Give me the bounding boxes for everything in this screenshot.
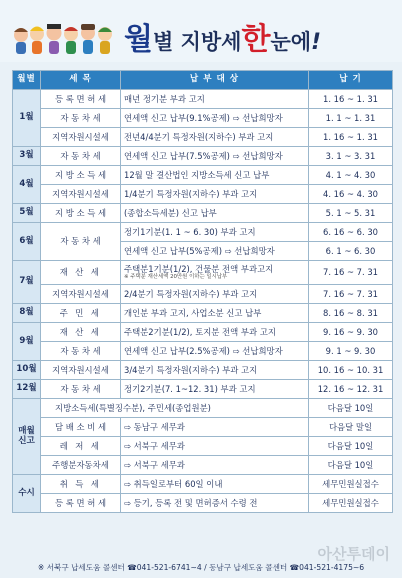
table-row: [13, 418, 393, 437]
target-cell: 연세액 신고 납부(7.5%공제) ⇨ 선납희망자: [121, 147, 309, 166]
table-header-row: [13, 71, 393, 90]
mascot-2: [30, 27, 44, 55]
table-row: [13, 342, 393, 361]
month-cell: 수시: [13, 475, 41, 513]
due-cell: 다음달 10일: [309, 437, 393, 456]
table-row: [13, 185, 393, 204]
target-cell: 개인분 부과 고지, 사업소분 신고 납부: [121, 304, 309, 323]
tax-cell: 레 저 세: [41, 437, 121, 456]
month-cell: 7월: [13, 261, 41, 304]
due-cell: 3. 1 ~ 3. 31: [309, 147, 393, 166]
tax-cell: 지역자원시설세: [41, 185, 121, 204]
tax-cell: 재 산 세: [41, 323, 121, 342]
month-cell: 매월 신고: [13, 399, 41, 475]
tax-cell: 담 배 소 비 세: [41, 418, 121, 437]
tax-cell: 자 동 차 세: [41, 147, 121, 166]
target-cell: ⇨ 서북구 세무과: [121, 437, 309, 456]
target-note: ※ 주택분 재산세액 20만원 이하는 일시납부: [124, 273, 228, 280]
due-cell: 다음달 말일: [309, 418, 393, 437]
due-cell: 다음달 10일: [309, 399, 393, 418]
table-row: [13, 361, 393, 380]
table-row: [13, 494, 393, 513]
target-cell: ⇨ 등기, 등록 전 및 면허증서 수령 전: [121, 494, 309, 513]
watermark: 아산투데이: [317, 545, 390, 563]
due-cell: 8. 16 ~ 8. 31: [309, 304, 393, 323]
mascot-6: [98, 27, 112, 54]
due-cell: 다음달 10일: [309, 456, 393, 475]
target-cell: 연세액 신고 납부(9.1%공제) ⇨ 선납희망자: [121, 109, 309, 128]
month-cell: 12월: [13, 380, 41, 399]
tax-cell: 자 동 차 세: [41, 342, 121, 361]
due-cell: 4. 16 ~ 4. 30: [309, 185, 393, 204]
tax-cell: 지역자원시설세: [41, 361, 121, 380]
due-cell: 6. 16 ~ 6. 30: [309, 223, 393, 242]
tax-cell: 지 방 소 득 세: [41, 166, 121, 185]
month-cell: 8월: [13, 304, 41, 323]
due-cell: 세무민원실접수: [309, 475, 393, 494]
month-cell: 5월: [13, 204, 41, 223]
target-cell: (종합소득세분) 신고 납부: [121, 204, 309, 223]
due-cell: 10. 16 ~ 10. 31: [309, 361, 393, 380]
target-cell: 전년4/4분기 특정자원(지하수) 부과 고지: [121, 128, 309, 147]
table-row: [13, 437, 393, 456]
due-cell: 1. 16 ~ 1. 31: [309, 128, 393, 147]
target-cell: 연세액 신고 납부(5%공제) ⇨ 선납희망자: [121, 242, 309, 261]
tax-cell: 주 민 세: [41, 304, 121, 323]
target-cell: [121, 261, 309, 285]
target-cell: 정기2기분(7. 1~12. 31) 부과 고지: [121, 380, 309, 399]
target-cell: 2/4분기 특정자원(지하수) 부과 고지: [121, 285, 309, 304]
table-row: [13, 166, 393, 185]
table-row: [13, 223, 393, 242]
target-cell: ⇨ 취득일로부터 60일 이내: [121, 475, 309, 494]
table-row: [13, 399, 393, 418]
due-cell: 9. 1 ~ 9. 30: [309, 342, 393, 361]
tax-cell: 지 방 소 득 세: [41, 204, 121, 223]
tax-cell: 등 록 면 허 세: [41, 90, 121, 109]
due-cell: 9. 16 ~ 9. 30: [309, 323, 393, 342]
month-cell: 6월: [13, 223, 41, 261]
header-tax-item: 세 목: [41, 71, 121, 90]
target-cell: 주택분2기분(1/2), 토지분 전액 부과 고지: [121, 323, 309, 342]
tax-cell: 자 동 차 세: [41, 109, 121, 128]
table-row: [13, 380, 393, 399]
due-cell: 1. 1 ~ 1. 31: [309, 109, 393, 128]
tax-cell: 지역자원시설세: [41, 285, 121, 304]
month-cell: 10월: [13, 361, 41, 380]
title-part-one: 한: [241, 22, 271, 57]
page-header: [0, 0, 402, 62]
tax-cell: 자 동 차 세: [41, 380, 121, 399]
title-part-month: 월: [124, 22, 153, 57]
tax-cell: 주행분자동차세: [41, 456, 121, 475]
header-due-date: 납 기: [309, 71, 393, 90]
due-cell: 세무민원실접수: [309, 494, 393, 513]
table-row: [13, 304, 393, 323]
target-cell: 1/4분기 특정자원(지하수) 부과 고지: [121, 185, 309, 204]
tax-cell: 등 록 면 허 세: [41, 494, 121, 513]
due-cell: 7. 16 ~ 7. 31: [309, 285, 393, 304]
tax-cell: 지방소득세(특별징수분), 주민세(종업원분): [41, 399, 309, 418]
target-cell: 정기1기분(1. 1 ~ 6. 30) 부과 고지: [121, 223, 309, 242]
table-row: [13, 109, 393, 128]
table-row: [13, 475, 393, 494]
target-cell: 매년 정기분 부과 고지: [121, 90, 309, 109]
mascot-4: [64, 27, 78, 54]
header-payment-target: 납 부 대 상: [121, 71, 309, 90]
call-center-footer: ※ 서북구 납세도움 콜센터 ☎041-521-6741~4 / 동남구 납세도움 콜센터 ☎041-521-4175~6: [37, 563, 365, 572]
target-cell: ⇨ 동남구 세무과: [121, 418, 309, 437]
title-part-local-tax: 별 지방세: [152, 30, 242, 54]
table-row: [13, 147, 393, 166]
mascot-3: [47, 24, 62, 54]
tax-cell: 취 득 세: [41, 475, 121, 494]
due-cell: 6. 1 ~ 6. 30: [309, 242, 393, 261]
due-cell: 5. 1 ~ 5. 31: [309, 204, 393, 223]
target-cell: 12월 말 결산법인 지방소득세 신고 납부: [121, 166, 309, 185]
tax-cell: 재 산 세: [41, 261, 121, 285]
table-row: [13, 261, 393, 285]
target-cell: 3/4분기 특정자원(지하수) 부과 고지: [121, 361, 309, 380]
table-row: [13, 285, 393, 304]
title-part-exclaim: !: [311, 30, 322, 55]
target-cell: 연세액 신고 납부(2.5%공제) ⇨ 선납희망자: [121, 342, 309, 361]
table-row: [13, 456, 393, 475]
month-cell: 4월: [13, 166, 41, 204]
month-cell: 1월: [13, 90, 41, 147]
tax-cell: 지역자원시설세: [41, 128, 121, 147]
table-row: [13, 128, 393, 147]
mascot-characters-illustration: [12, 18, 120, 58]
page-title: [124, 14, 392, 57]
header-month: 월별: [13, 71, 41, 90]
mascot-5: [81, 24, 95, 54]
mascot-1: [14, 28, 28, 54]
due-cell: 4. 1 ~ 4. 30: [309, 166, 393, 185]
tax-cell: 자 동 차 세: [41, 223, 121, 261]
title-part-glance: 눈에: [270, 30, 312, 54]
table-row: [13, 204, 393, 223]
target-cell: ⇨ 서북구 세무과: [121, 456, 309, 475]
month-cell: 3월: [13, 147, 41, 166]
due-cell: 7. 16 ~ 7. 31: [309, 261, 393, 285]
due-cell: 12. 16 ~ 12. 31: [309, 380, 393, 399]
target-text: 주택분1기분(1/2), 건물분 전액 부과고지: [124, 263, 274, 274]
due-cell: 1. 16 ~ 1. 31: [309, 90, 393, 109]
table-row: [13, 90, 393, 109]
table-row: [13, 323, 393, 342]
tax-schedule-table: [12, 70, 393, 513]
month-cell: 9월: [13, 323, 41, 361]
